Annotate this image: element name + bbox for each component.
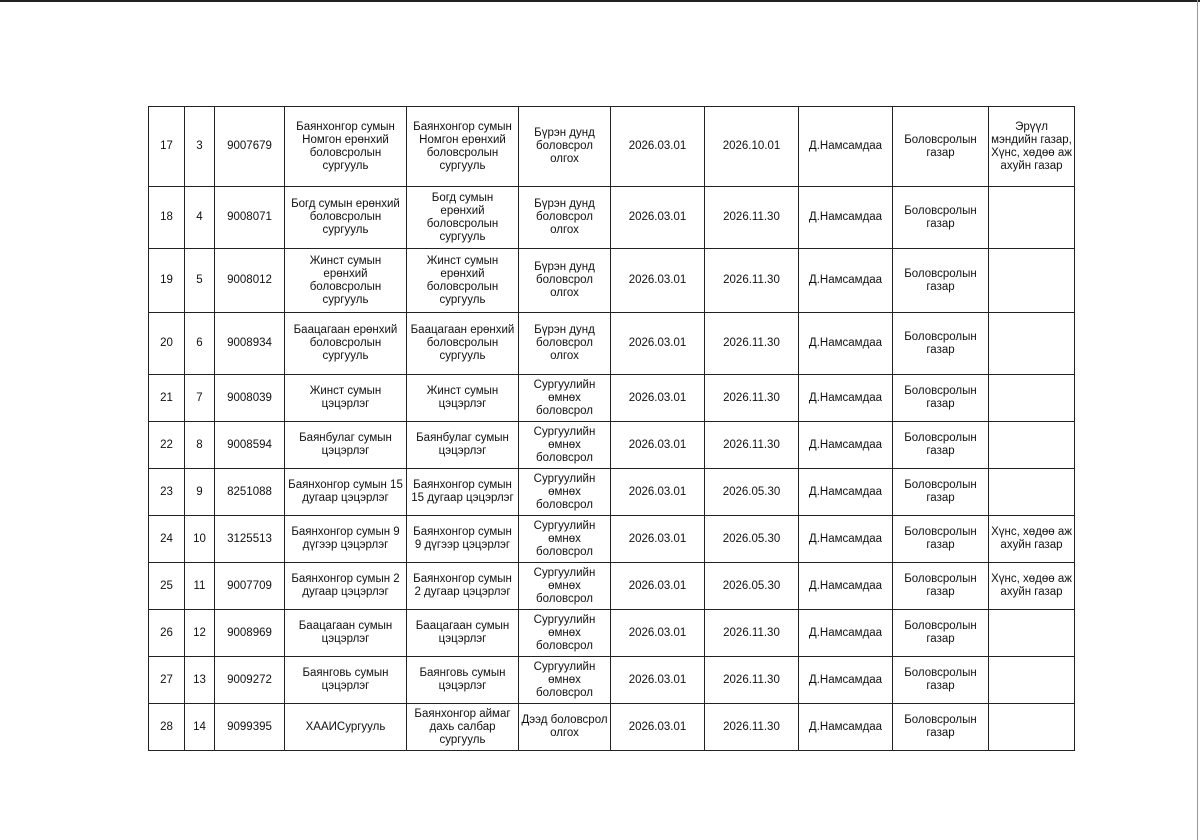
department-cell: Боловсролын газар <box>893 657 989 704</box>
sub-number-cell: 7 <box>185 375 215 422</box>
end-date-cell: 2026.10.01 <box>705 107 799 187</box>
row-number-cell: 25 <box>149 563 185 610</box>
row-number-cell: 18 <box>149 187 185 249</box>
table-row <box>149 704 1075 751</box>
table-row <box>149 313 1075 375</box>
education-level-cell: Бүрэн дунд боловсрол олгох <box>519 187 611 249</box>
start-date-cell: 2026.03.01 <box>611 563 705 610</box>
related-agency-cell <box>989 313 1075 375</box>
sub-number-cell: 4 <box>185 187 215 249</box>
org-name-cell: Богд сумын ерөнхий боловсролын сургууль <box>285 187 407 249</box>
table-row <box>149 422 1075 469</box>
sub-number-cell: 11 <box>185 563 215 610</box>
row-number-cell: 28 <box>149 704 185 751</box>
responsible-person-cell: Д.Намсамдаа <box>799 563 893 610</box>
org-name-cell: Баянхонгор сумын 15 дугаар цэцэрлэг <box>285 469 407 516</box>
row-number-cell: 20 <box>149 313 185 375</box>
department-cell: Боловсролын газар <box>893 187 989 249</box>
related-agency-cell <box>989 704 1075 751</box>
start-date-cell: 2026.03.01 <box>611 313 705 375</box>
org-name-cell: Баянговь сумын цэцэрлэг <box>285 657 407 704</box>
responsible-person-cell: Д.Намсамдаа <box>799 249 893 313</box>
org-name-cell: Баянхонгор сумын 2 дугаар цэцэрлэг <box>285 563 407 610</box>
department-cell: Боловсролын газар <box>893 704 989 751</box>
org-code-cell: 9008594 <box>215 422 285 469</box>
org-name-cell: ХААИСургууль <box>285 704 407 751</box>
education-level-cell: Сургуулийн өмнөх боловсрол <box>519 422 611 469</box>
sub-number-cell: 3 <box>185 107 215 187</box>
department-cell: Боловсролын газар <box>893 610 989 657</box>
row-number-cell: 19 <box>149 249 185 313</box>
related-agency-cell <box>989 375 1075 422</box>
sub-number-cell: 14 <box>185 704 215 751</box>
org-official-name-cell: Жинст сумын цэцэрлэг <box>407 375 519 422</box>
page-top-rule <box>0 0 1200 2</box>
related-agency-cell <box>989 422 1075 469</box>
page-right-rule <box>1197 0 1198 840</box>
responsible-person-cell: Д.Намсамдаа <box>799 422 893 469</box>
org-code-cell: 9008969 <box>215 610 285 657</box>
table-row <box>149 657 1075 704</box>
row-number-cell: 27 <box>149 657 185 704</box>
row-number-cell: 26 <box>149 610 185 657</box>
start-date-cell: 2026.03.01 <box>611 610 705 657</box>
org-code-cell: 8251088 <box>215 469 285 516</box>
row-number-cell: 17 <box>149 107 185 187</box>
related-agency-cell <box>989 249 1075 313</box>
table-row <box>149 187 1075 249</box>
org-code-cell: 3125513 <box>215 516 285 563</box>
department-cell: Боловсролын газар <box>893 563 989 610</box>
education-level-cell: Дээд боловсрол олгох <box>519 704 611 751</box>
education-level-cell: Сургуулийн өмнөх боловсрол <box>519 610 611 657</box>
department-cell: Боловсролын газар <box>893 313 989 375</box>
org-name-cell: Жинст сумын цэцэрлэг <box>285 375 407 422</box>
org-official-name-cell: Баянхонгор сумын 2 дугаар цэцэрлэг <box>407 563 519 610</box>
org-official-name-cell: Богд сумын ерөнхий боловсролын сургууль <box>407 187 519 249</box>
end-date-cell: 2026.05.30 <box>705 516 799 563</box>
org-code-cell: 9099395 <box>215 704 285 751</box>
education-level-cell: Сургуулийн өмнөх боловсрол <box>519 657 611 704</box>
related-agency-cell <box>989 469 1075 516</box>
org-code-cell: 9008071 <box>215 187 285 249</box>
org-official-name-cell: Баянхонгор сумын 15 дугаар цэцэрлэг <box>407 469 519 516</box>
related-agency-cell <box>989 610 1075 657</box>
table-row <box>149 249 1075 313</box>
education-level-cell: Сургуулийн өмнөх боловсрол <box>519 469 611 516</box>
start-date-cell: 2026.03.01 <box>611 375 705 422</box>
org-code-cell: 9009272 <box>215 657 285 704</box>
org-code-cell: 9008039 <box>215 375 285 422</box>
department-cell: Боловсролын газар <box>893 107 989 187</box>
sub-number-cell: 6 <box>185 313 215 375</box>
row-number-cell: 21 <box>149 375 185 422</box>
start-date-cell: 2026.03.01 <box>611 107 705 187</box>
responsible-person-cell: Д.Намсамдаа <box>799 469 893 516</box>
department-cell: Боловсролын газар <box>893 375 989 422</box>
start-date-cell: 2026.03.01 <box>611 249 705 313</box>
end-date-cell: 2026.11.30 <box>705 187 799 249</box>
org-name-cell: Баацагаан сумын цэцэрлэг <box>285 610 407 657</box>
responsible-person-cell: Д.Намсамдаа <box>799 107 893 187</box>
sub-number-cell: 8 <box>185 422 215 469</box>
education-level-cell: Сургуулийн өмнөх боловсрол <box>519 516 611 563</box>
start-date-cell: 2026.03.01 <box>611 516 705 563</box>
responsible-person-cell: Д.Намсамдаа <box>799 516 893 563</box>
org-name-cell: Баянхонгор сумын Номгон ерөнхий боловсролын сургууль <box>285 107 407 187</box>
row-number-cell: 23 <box>149 469 185 516</box>
sub-number-cell: 12 <box>185 610 215 657</box>
responsible-person-cell: Д.Намсамдаа <box>799 610 893 657</box>
table-row <box>149 610 1075 657</box>
org-code-cell: 9007679 <box>215 107 285 187</box>
end-date-cell: 2026.11.30 <box>705 313 799 375</box>
row-number-cell: 22 <box>149 422 185 469</box>
table-row <box>149 107 1075 187</box>
table-row <box>149 563 1075 610</box>
org-official-name-cell: Баянговь сумын цэцэрлэг <box>407 657 519 704</box>
org-name-cell: Баянбулаг сумын цэцэрлэг <box>285 422 407 469</box>
inspection-schedule-table <box>148 106 1075 751</box>
end-date-cell: 2026.05.30 <box>705 469 799 516</box>
end-date-cell: 2026.05.30 <box>705 563 799 610</box>
start-date-cell: 2026.03.01 <box>611 657 705 704</box>
sub-number-cell: 5 <box>185 249 215 313</box>
responsible-person-cell: Д.Намсамдаа <box>799 313 893 375</box>
org-name-cell: Баацагаан ерөнхий боловсролын сургууль <box>285 313 407 375</box>
sub-number-cell: 9 <box>185 469 215 516</box>
org-official-name-cell: Жинст сумын ерөнхий боловсролын сургууль <box>407 249 519 313</box>
org-code-cell: 9008012 <box>215 249 285 313</box>
table-row <box>149 375 1075 422</box>
start-date-cell: 2026.03.01 <box>611 469 705 516</box>
education-level-cell: Бүрэн дунд боловсрол олгох <box>519 249 611 313</box>
org-code-cell: 9007709 <box>215 563 285 610</box>
end-date-cell: 2026.11.30 <box>705 704 799 751</box>
department-cell: Боловсролын газар <box>893 469 989 516</box>
department-cell: Боловсролын газар <box>893 422 989 469</box>
org-official-name-cell: Баянбулаг сумын цэцэрлэг <box>407 422 519 469</box>
education-level-cell: Бүрэн дунд боловсрол олгох <box>519 313 611 375</box>
responsible-person-cell: Д.Намсамдаа <box>799 187 893 249</box>
end-date-cell: 2026.11.30 <box>705 610 799 657</box>
department-cell: Боловсролын газар <box>893 516 989 563</box>
responsible-person-cell: Д.Намсамдаа <box>799 657 893 704</box>
org-name-cell: Жинст сумын ерөнхий боловсролын сургууль <box>285 249 407 313</box>
education-level-cell: Сургуулийн өмнөх боловсрол <box>519 563 611 610</box>
sub-number-cell: 13 <box>185 657 215 704</box>
sub-number-cell: 10 <box>185 516 215 563</box>
department-cell: Боловсролын газар <box>893 249 989 313</box>
related-agency-cell: Хүнс, хөдөө аж ахуйн газар <box>989 516 1075 563</box>
org-name-cell: Баянхонгор сумын 9 дүгээр цэцэрлэг <box>285 516 407 563</box>
table-row <box>149 516 1075 563</box>
org-code-cell: 9008934 <box>215 313 285 375</box>
org-official-name-cell: Баацагаан ерөнхий боловсролын сургууль <box>407 313 519 375</box>
start-date-cell: 2026.03.01 <box>611 187 705 249</box>
end-date-cell: 2026.11.30 <box>705 657 799 704</box>
related-agency-cell: Хүнс, хөдөө аж ахуйн газар <box>989 563 1075 610</box>
end-date-cell: 2026.11.30 <box>705 422 799 469</box>
related-agency-cell: Эрүүл мэндийн газар, Хүнс, хөдөө аж ахуйн газар <box>989 107 1075 187</box>
responsible-person-cell: Д.Намсамдаа <box>799 375 893 422</box>
start-date-cell: 2026.03.01 <box>611 422 705 469</box>
education-level-cell: Бүрэн дунд боловсрол олгох <box>519 107 611 187</box>
responsible-person-cell: Д.Намсамдаа <box>799 704 893 751</box>
end-date-cell: 2026.11.30 <box>705 249 799 313</box>
org-official-name-cell: Баацагаан сумын цэцэрлэг <box>407 610 519 657</box>
org-official-name-cell: Баянхонгор аймаг дахь салбар сургууль <box>407 704 519 751</box>
start-date-cell: 2026.03.01 <box>611 704 705 751</box>
org-official-name-cell: Баянхонгор сумын 9 дүгээр цэцэрлэг <box>407 516 519 563</box>
education-level-cell: Сургуулийн өмнөх боловсрол <box>519 375 611 422</box>
table-row <box>149 469 1075 516</box>
related-agency-cell <box>989 657 1075 704</box>
org-official-name-cell: Баянхонгор сумын Номгон ерөнхий боловсролын сургууль <box>407 107 519 187</box>
related-agency-cell <box>989 187 1075 249</box>
row-number-cell: 24 <box>149 516 185 563</box>
end-date-cell: 2026.11.30 <box>705 375 799 422</box>
